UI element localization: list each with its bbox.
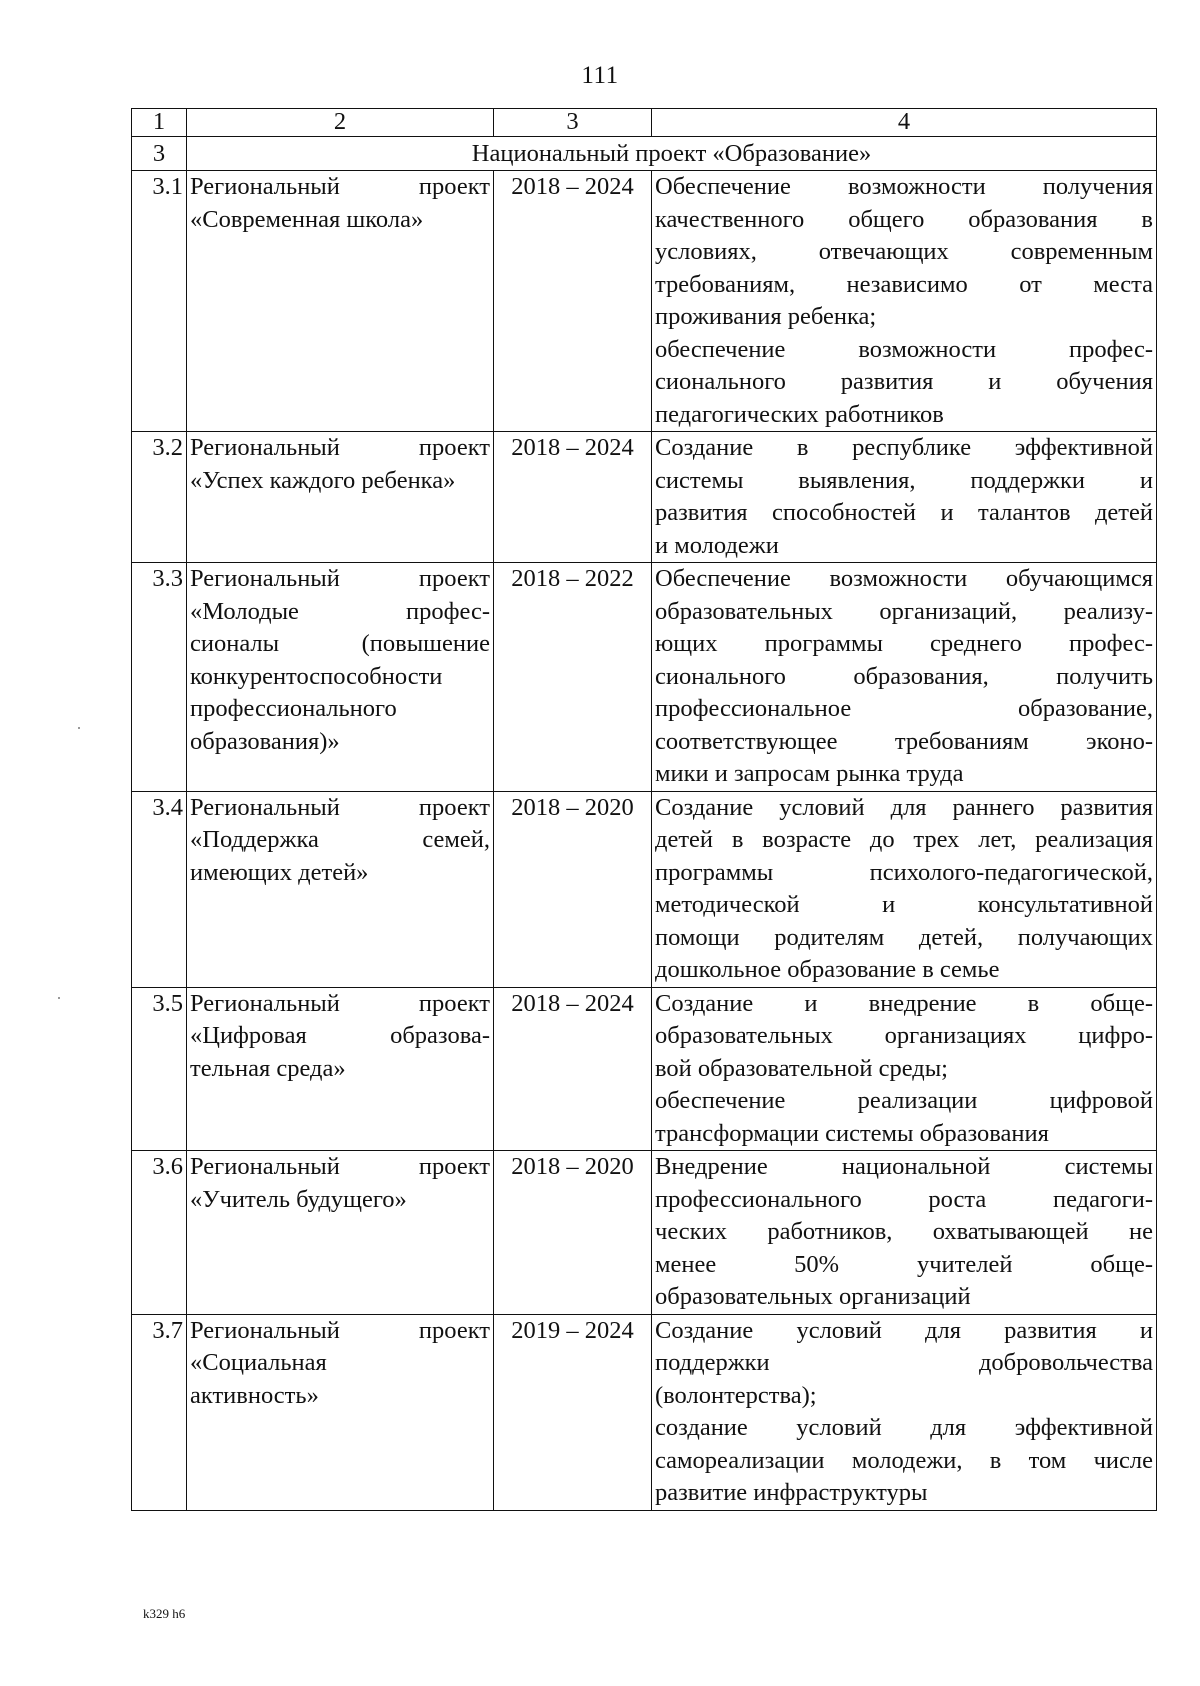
table-row: [132, 1151, 1157, 1315]
project-description-line: профессиональное образование,: [655, 695, 1153, 722]
project-period: 2018 – 2024: [494, 987, 652, 1151]
section-title: Национальный проект «Образование»: [187, 137, 1157, 171]
project-description: [652, 1314, 1157, 1510]
project-description-line: ческих работников, охватывающей не: [655, 1218, 1153, 1245]
project-description: [652, 987, 1157, 1151]
row-number: 3.4: [132, 791, 187, 987]
table-row: [132, 171, 1157, 432]
project-period: 2018 – 2020: [494, 791, 652, 987]
row-number: 3.5: [132, 987, 187, 1151]
project-name-line: «Цифровая образова-: [190, 1022, 490, 1049]
project-description-line: Создание условий для развития и: [655, 1316, 1153, 1344]
table-row: [132, 791, 1157, 987]
projects-table: [131, 108, 1157, 1511]
row-number: 3.6: [132, 1151, 187, 1315]
project-description-line: методической и консультативной: [655, 891, 1153, 918]
project-description: [652, 171, 1157, 432]
project-name-line: «Учитель будущего»: [190, 1185, 407, 1213]
project-name: [187, 171, 494, 432]
project-name-line: образования)»: [190, 727, 340, 755]
project-period: 2018 – 2022: [494, 563, 652, 792]
project-description-line: Внедрение национальной системы: [655, 1153, 1153, 1180]
table-row: [132, 1314, 1157, 1510]
table-row: [132, 987, 1157, 1151]
project-description: [652, 432, 1157, 563]
project-name-line: «Успех каждого ребенка»: [190, 466, 456, 494]
project-description-line: сионального развития и обучения: [655, 368, 1153, 395]
project-description-line: мики и запросам рынка труда: [655, 760, 964, 787]
document-code: k329 h6: [143, 1606, 186, 1621]
project-description-line: требованиям, независимо от места: [655, 270, 1153, 298]
project-description-line: вой образовательной среды;: [655, 1054, 948, 1082]
project-description-line: Создание условий для раннего развития: [655, 793, 1153, 821]
project-description-line: обеспечение реализации цифровой: [655, 1087, 1153, 1114]
project-description: [652, 791, 1157, 987]
project-description-line: образовательных организациях цифро-: [655, 1022, 1153, 1049]
project-name: [187, 1314, 494, 1510]
scan-speck: [58, 997, 60, 999]
project-name: [187, 987, 494, 1151]
table-row: [132, 432, 1157, 563]
project-description-line: трансформации системы образования: [655, 1119, 1049, 1147]
column-number-row: [132, 109, 1157, 137]
scan-speck: [78, 727, 80, 729]
project-description: [652, 1151, 1157, 1315]
project-name: [187, 791, 494, 987]
project-description-line: обеспечение возможности профес-: [655, 335, 1153, 363]
project-description-line: дошкольное образование в семье: [655, 956, 1000, 983]
project-name: [187, 432, 494, 563]
project-name-line: Региональный проект: [190, 1316, 490, 1344]
project-description-line: Создание в республике эффективной: [655, 434, 1153, 461]
project-description-line: поддержки добровольчества: [655, 1349, 1153, 1376]
project-name-line: «Современная школа»: [190, 205, 424, 233]
project-description-line: образовательных организаций: [655, 1283, 971, 1310]
project-name-line: имеющих детей»: [190, 858, 369, 886]
project-description-line: качественного общего образования в: [655, 205, 1153, 233]
project-name-line: «Молодые профес-: [190, 597, 490, 625]
project-period: 2018 – 2020: [494, 1151, 652, 1315]
section-number: 3: [132, 137, 187, 171]
project-name-line: активность»: [190, 1381, 319, 1409]
project-description-line: проживания ребенка;: [655, 303, 877, 330]
project-description-line: и молодежи: [655, 531, 779, 559]
project-name-line: профессионального: [190, 695, 397, 722]
row-number: 3.7: [132, 1314, 187, 1510]
table-body: [132, 137, 1157, 1511]
project-name-line: Региональный проект: [190, 1153, 490, 1180]
project-description-line: сионального образования, получить: [655, 662, 1153, 690]
column-number-2: 2: [187, 109, 494, 137]
project-description-line: программы психолого-педагогической,: [655, 858, 1153, 886]
column-number-3: 3: [494, 109, 652, 137]
project-description-line: менее 50% учителей обще-: [655, 1250, 1153, 1278]
project-description-line: помощи родителям детей, получающих: [655, 923, 1153, 951]
project-name-line: Региональный проект: [190, 565, 490, 592]
page-number: 111: [581, 62, 619, 89]
row-number: 3.3: [132, 563, 187, 792]
project-name-line: «Социальная: [190, 1349, 327, 1376]
project-description-line: развития способностей и талантов детей: [655, 499, 1153, 526]
project-description-line: самореализации молодежи, в том числе: [655, 1446, 1153, 1474]
project-description-line: детей в возрасте до трех лет, реализация: [655, 826, 1153, 853]
project-name-line: Региональный проект: [190, 173, 490, 200]
project-name-line: Региональный проект: [190, 434, 490, 461]
project-description-line: соответствующее требованиям эконо-: [655, 727, 1153, 755]
project-description-line: системы выявления, поддержки и: [655, 466, 1153, 494]
project-period: 2019 – 2024: [494, 1314, 652, 1510]
project-description-line: (волонтерства);: [655, 1381, 817, 1409]
project-description-line: образовательных организаций, реализу-: [655, 597, 1153, 625]
project-period: 2018 – 2024: [494, 171, 652, 432]
row-number: 3.2: [132, 432, 187, 563]
project-description-line: Обеспечение возможности получения: [655, 173, 1153, 200]
project-period: 2018 – 2024: [494, 432, 652, 563]
project-name-line: Региональный проект: [190, 793, 490, 821]
project-description-line: профессионального роста педагоги-: [655, 1185, 1153, 1213]
project-description-line: ющих программы среднего профес-: [655, 630, 1153, 657]
project-name-line: «Поддержка семей,: [190, 826, 490, 853]
project-description-line: Создание и внедрение в обще-: [655, 989, 1153, 1017]
project-name: [187, 563, 494, 792]
table-row: [132, 563, 1157, 792]
row-number: 3.1: [132, 171, 187, 432]
column-number-1: 1: [132, 109, 187, 137]
project-description-line: Обеспечение возможности обучающимся: [655, 565, 1153, 592]
project-name-line: конкурентоспособности: [190, 662, 443, 690]
project-name-line: Региональный проект: [190, 989, 490, 1017]
project-description-line: создание условий для эффективной: [655, 1414, 1153, 1441]
project-description: [652, 563, 1157, 792]
project-description-line: развитие инфраструктуры: [655, 1479, 928, 1506]
project-name-line: сионалы (повышение: [190, 630, 490, 657]
column-number-4: 4: [652, 109, 1157, 137]
project-name-line: тельная среда»: [190, 1054, 346, 1082]
project-name: [187, 1151, 494, 1315]
project-description-line: педагогических работников: [655, 400, 944, 428]
project-description-line: условиях, отвечающих современным: [655, 238, 1153, 265]
section-row: [132, 137, 1157, 171]
